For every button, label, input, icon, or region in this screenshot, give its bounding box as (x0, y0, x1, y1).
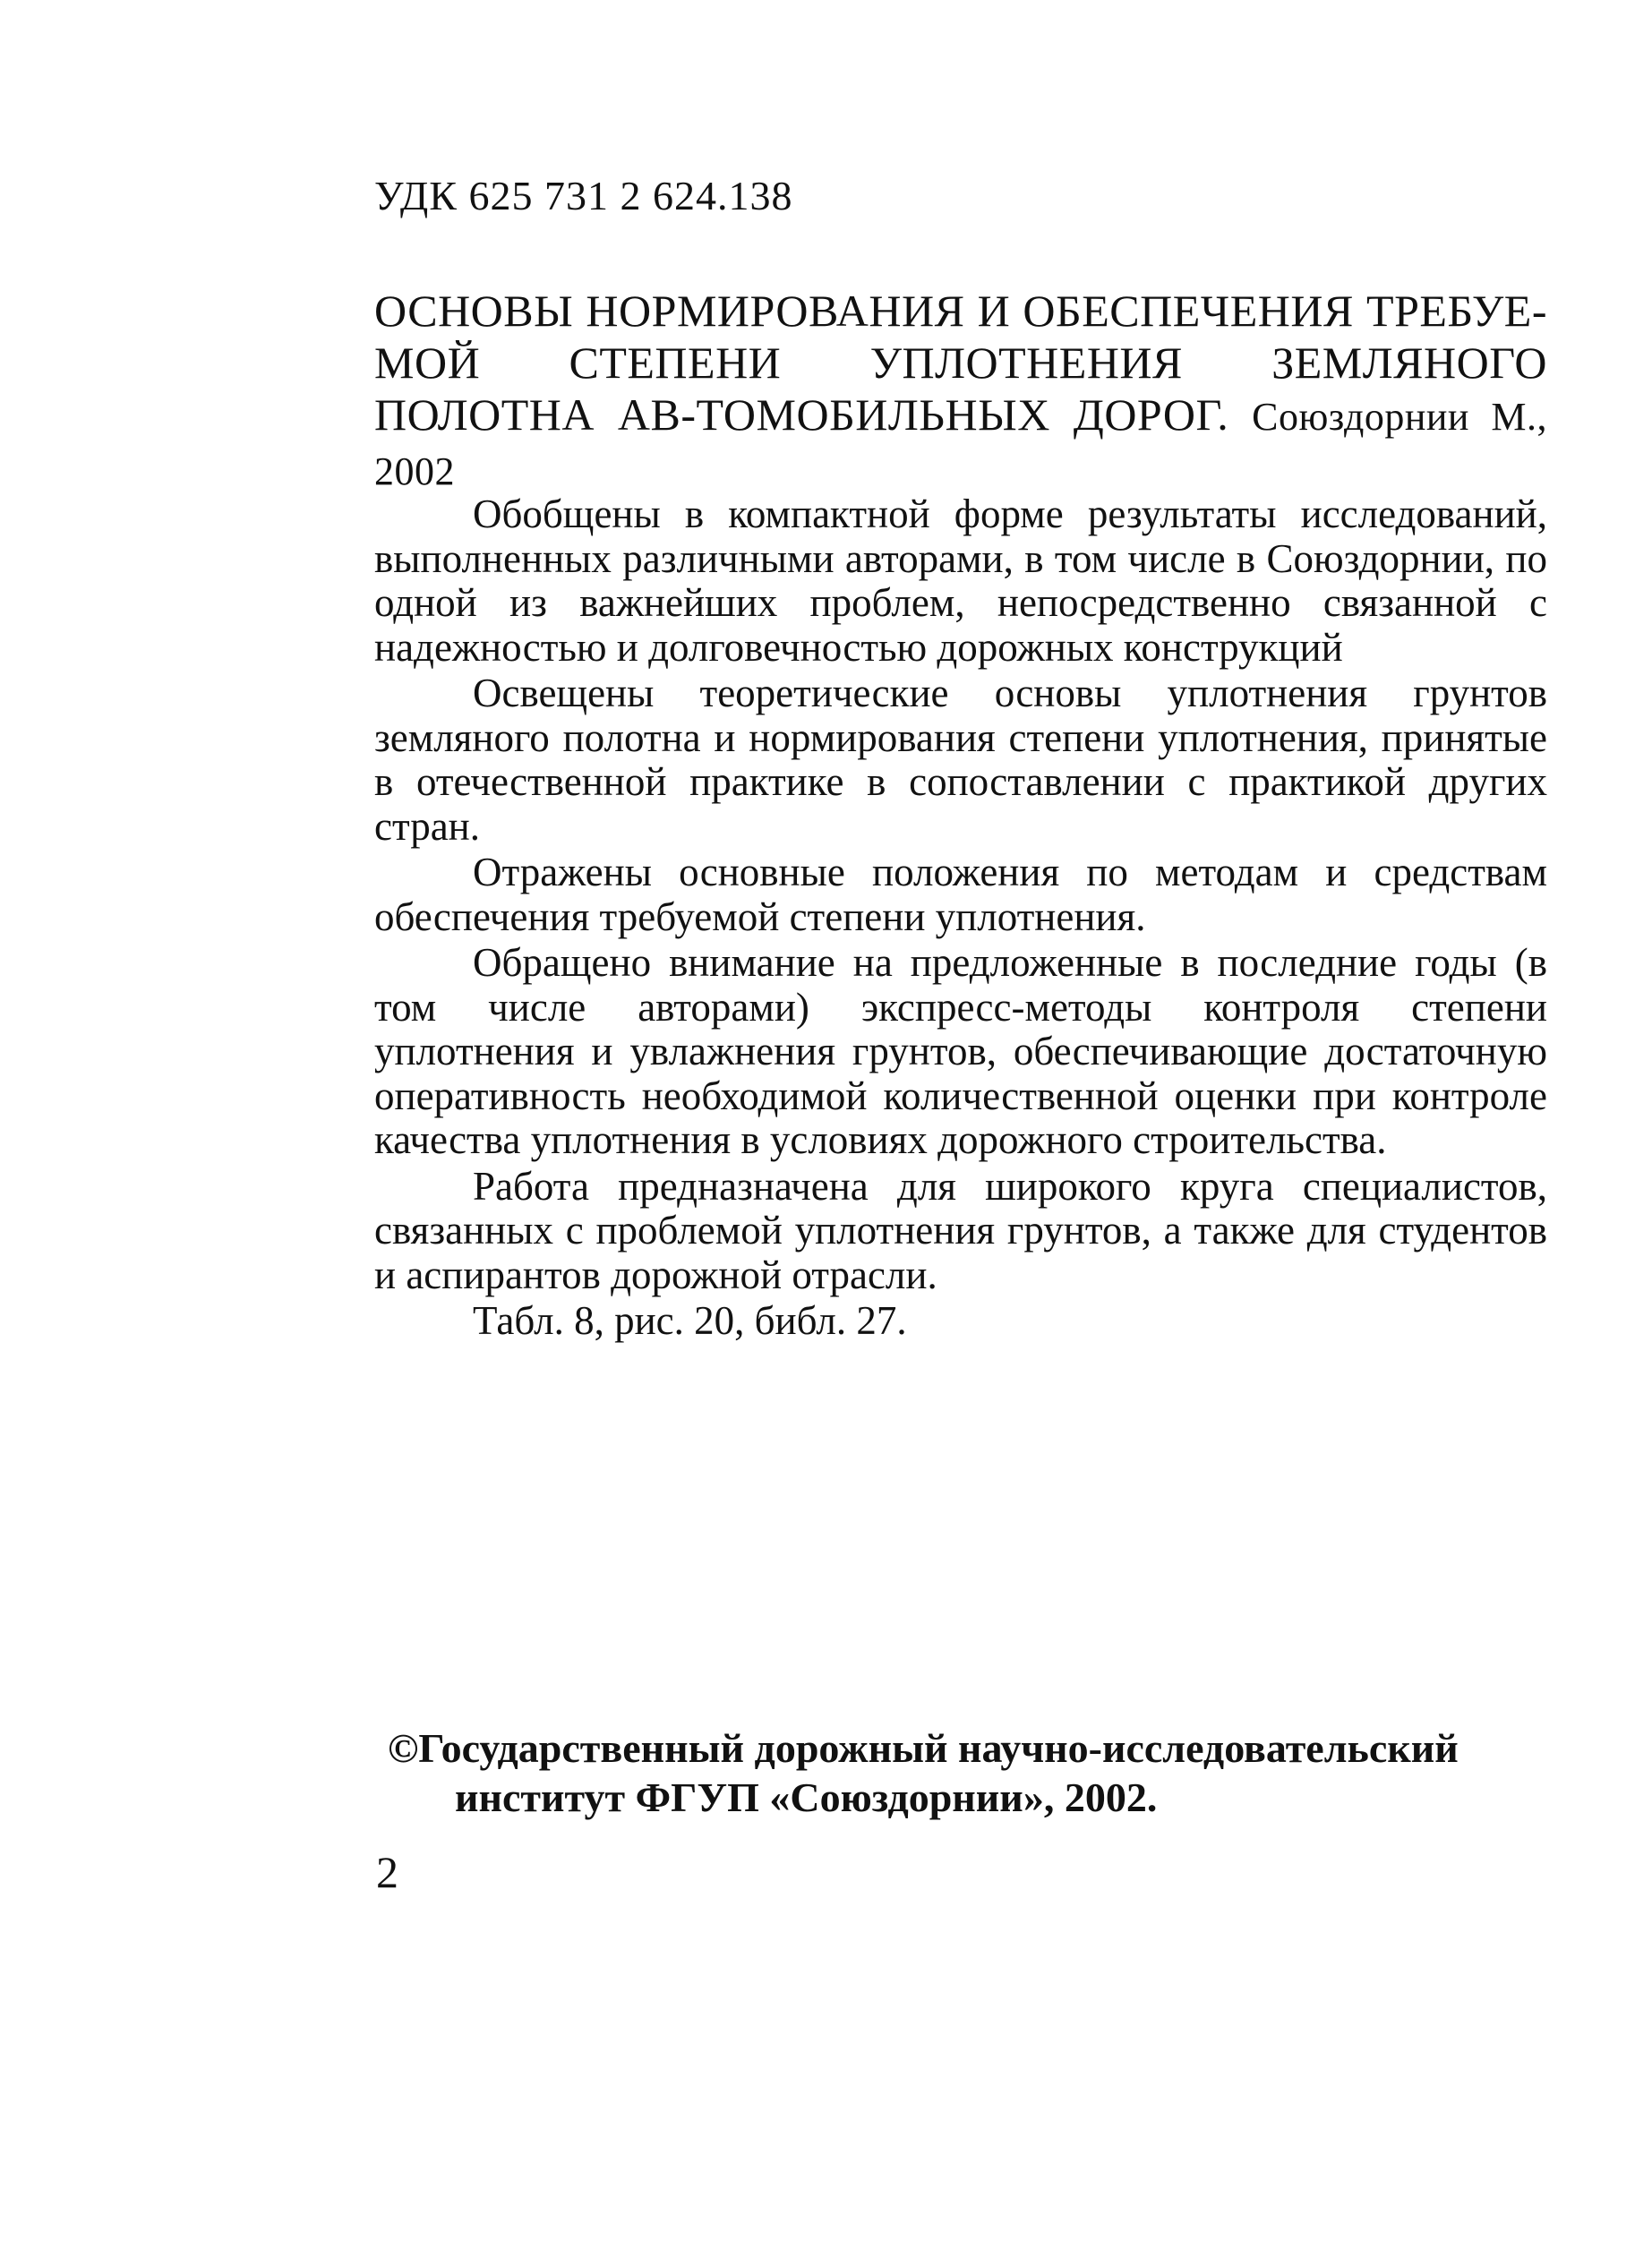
copyright-line-2: институт ФГУП «Союздорнии», 2002. (455, 1774, 1158, 1820)
publisher-line: Союздорнии М., 2002 (374, 395, 1547, 493)
book-title-block (374, 285, 1547, 498)
copyright-line-1: ©Государственный дорожный научно-исследовательский (388, 1725, 1459, 1771)
udc-code: УДК 625 731 2 624.138 (374, 173, 793, 218)
copyright-notice (388, 1723, 1552, 1822)
abstract-paragraph: Отражены основные положения по методам и средствам обеспечения требуемой степени уплотнения. (374, 850, 1547, 939)
bibliographic-counts: Табл. 8, рис. 20, библ. 27. (473, 1298, 907, 1343)
abstract-paragraph: Обобщены в компактной форме результаты исследований, выполненных различными авторами, в том числе в Союздорнии, по одной из важнейших проблем, непосредственно связанной с надежностью и долговечностью дорожных конструкций (374, 492, 1547, 670)
abstract-paragraph: Обращено внимание на предложенные в последние годы (в том числе авторами) экспресс-методы контроля степени уплотнения и увлажнения грунтов, обеспечивающие достаточную оперативность необходимой количественной оценки при контроле качества уплотнения в условиях дорожного строительства. (374, 940, 1547, 1162)
page-number: 2 (376, 1847, 398, 1897)
abstract-paragraph: Работа предназначена для широкого круга специалистов, связанных с проблемой уплотнения грунтов, а также для студентов и аспирантов дорожной отрасли. (374, 1163, 1547, 1297)
abstract-paragraph: Освещены теоретические основы уплотнения грунтов земляного полотна и нормирования степени уплотнения, принятые в отечественной практике в сопоставлении с практикой других стран. (374, 671, 1547, 849)
abstract (374, 492, 1547, 1346)
book-title: ОСНОВЫ НОРМИРОВАНИЯ И ОБЕСПЕЧЕНИЯ ТРЕБУЕ-МОЙ СТЕПЕНИ УПЛОТНЕНИЯ ЗЕМЛЯНОГО ПОЛОТНА АВ-ТОМОБИЛЬНЫХ ДОРОГ. (374, 286, 1547, 440)
